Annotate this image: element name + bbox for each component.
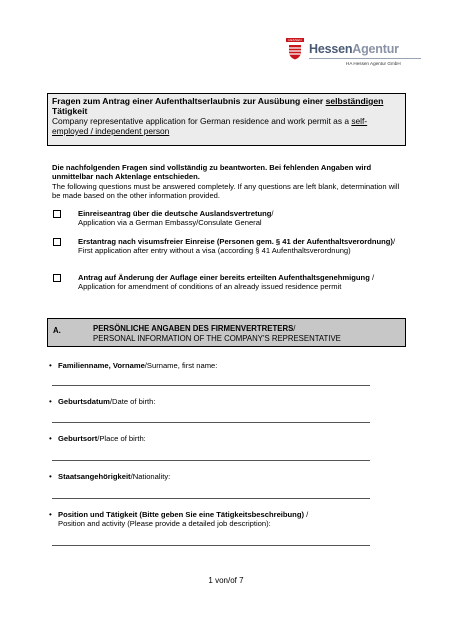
hessen-agentur-logo [286, 38, 426, 74]
field-position-label: • Position und Tätigkeit (Bitte geben Sie eine Tätigkeitsbeschreibung) / Position and activity (Please provide a detailed job description): [49, 510, 309, 529]
hessen-crest-icon [288, 44, 302, 60]
instructions-german: Die nachfolgenden Fragen sind vollständig zu beantworten. Bei fehlenden Angaben wird unmittelbar nach Aktenlage entschieden. [52, 163, 372, 182]
brand-divider [309, 58, 421, 59]
instructions [52, 163, 404, 200]
field-birthplace-label: • Geburtsort/Place of birth: [49, 434, 146, 443]
option-amendment: Antrag auf Änderung der Auflage einer bereits erteilten Aufenthaltsgenehmigung / Application for amendment of conditions of an already issued residence permit [78, 273, 375, 292]
field-nationality-line[interactable] [52, 498, 370, 499]
title-german: Fragen zum Antrag einer Aufenthaltserlaubnis zur Ausübung einer selbständigen Tätigkeit [52, 96, 384, 116]
brand-name: HessenAgentur [309, 42, 399, 56]
brand-subtitle: HA Hessen Agentur GmbH [346, 61, 401, 66]
field-surname-label: • Familienname, Vorname/Surname, first name: [49, 361, 218, 370]
field-dob-line[interactable] [52, 422, 370, 423]
field-position-line[interactable] [52, 545, 370, 546]
field-surname-line[interactable] [52, 385, 370, 386]
field-dob-label: • Geburtsdatum/Date of birth: [49, 397, 156, 406]
section-a-header [47, 318, 406, 347]
form-title-box [47, 93, 406, 146]
logo-badge: HESSEN [286, 38, 304, 42]
option-embassy: Einreiseantrag über die deutsche Auslandsvertretung/ Application via a German Embassy/Consulate General [78, 209, 274, 228]
instructions-english: The following questions must be answered completely. If any questions are left blank, determination will be made based on the other information provided. [52, 181, 400, 200]
option-embassy-checkbox[interactable] [53, 210, 61, 218]
page-number: 1 von/of 7 [208, 576, 244, 585]
option-amendment-checkbox[interactable] [53, 274, 61, 282]
field-birthplace-line[interactable] [52, 460, 370, 461]
option-visa-free: Erstantrag nach visumsfreier Einreise (Personen gem. § 41 der Aufenthaltsverordnung)/ First application after entry without a visa (according § 41 Aufenthaltsverordnung) [78, 237, 396, 256]
section-letter: A. [53, 326, 61, 335]
title-english: Company representative application for German residence and work permit as a self-employed / independent person [52, 116, 368, 136]
field-nationality-label: • Staatsangehörigkeit/Nationality: [49, 472, 171, 481]
section-title: PERSÖNLICHE ANGABEN DES FIRMENVERTRETERS/ PERSONAL INFORMATION OF THE COMPANY'S REPRESENTATIVE [93, 324, 341, 343]
option-visa-free-checkbox[interactable] [53, 238, 61, 246]
